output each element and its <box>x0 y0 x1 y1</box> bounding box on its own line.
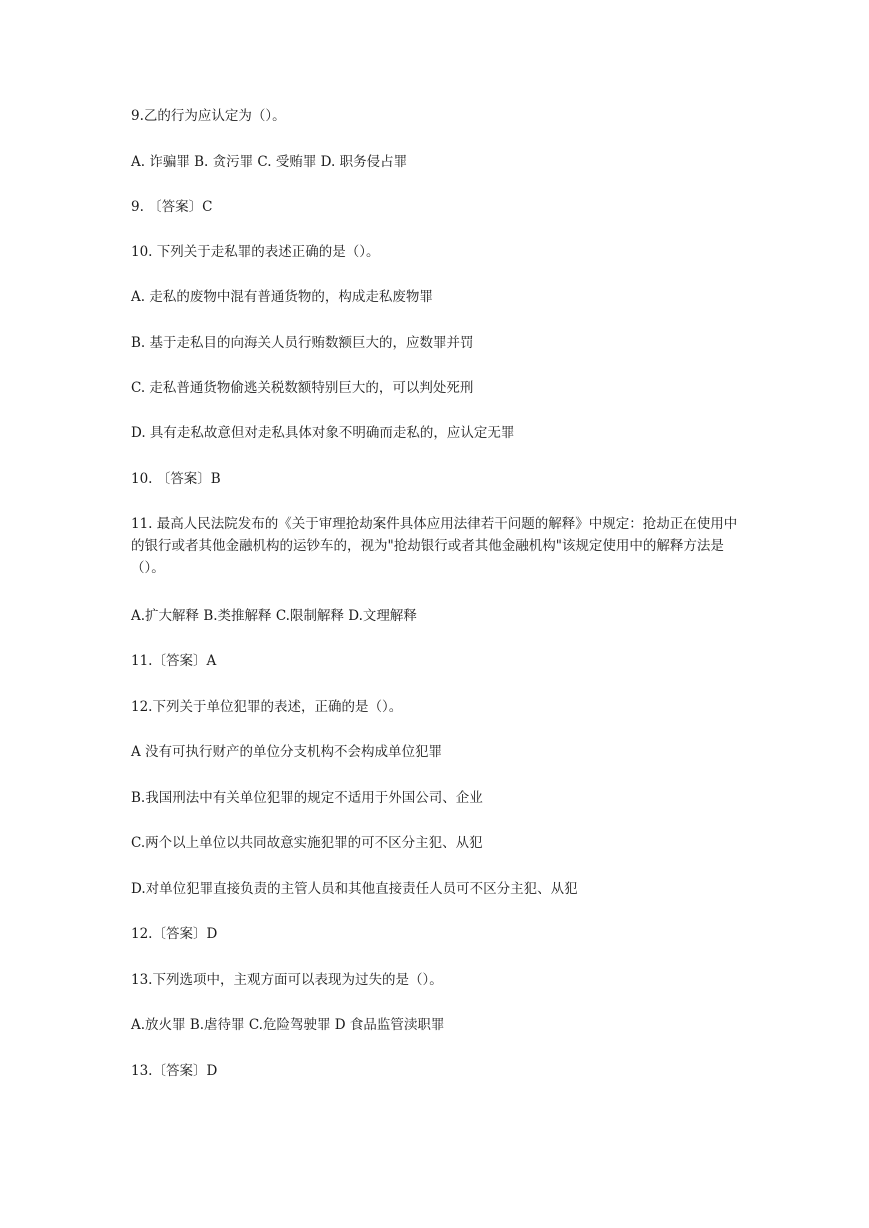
answer-11: 11.〔答案〕A <box>131 653 217 669</box>
question-10-option-a: A. 走私的废物中混有普通货物的，构成走私废物罪 <box>131 289 433 305</box>
answer-12: 12.〔答案〕D <box>131 926 218 942</box>
question-12-option-c: C.两个以上单位以共同故意实施犯罪的可不区分主犯、从犯 <box>131 835 483 851</box>
question-10-option-c: C. 走私普通货物偷逃关税数额特别巨大的，可以判处死刑 <box>131 380 474 396</box>
question-10-option-b: B. 基于走私目的向海关人员行贿数额巨大的，应数罪并罚 <box>131 335 474 351</box>
question-11: 11. 最高人民法院发布的《关于审理抢劫案件具体应用法律若干问题的解释》中规定：抢劫正在使用中的银行或者其他金融机构的运钞车的，视为"抢劫银行或者其他金融机构"该规定使用中的解释方法是（）。 <box>131 516 738 576</box>
question-10-option-d: D. 具有走私故意但对走私具体对象不明确而走私的，应认定无罪 <box>131 425 515 441</box>
question-11-options: A.扩大解释 B.类推解释 C.限制解释 D.文理解释 <box>131 608 417 624</box>
question-9: 9.乙的行为应认定为（）。 <box>131 108 286 124</box>
question-13-options: A.放火罪 B.虐待罪 C.危险驾驶罪 D 食品监管渎职罪 <box>131 1017 445 1033</box>
answer-10: 10. 〔答案〕B <box>131 471 221 487</box>
question-12-option-b: B.我国刑法中有关单位犯罪的规定不适用于外国公司、企业 <box>131 790 483 806</box>
answer-9: 9. 〔答案〕C <box>131 199 213 215</box>
question-10: 10. 下列关于走私罪的表述正确的是（）。 <box>131 244 380 260</box>
answer-13: 13.〔答案〕D <box>131 1063 218 1079</box>
question-12-option-a: A 没有可执行财产的单位分支机构不会构成单位犯罪 <box>131 744 443 760</box>
question-13: 13.下列选项中，主观方面可以表现为过失的是（）。 <box>131 972 443 988</box>
question-9-options: A. 诈骗罪 B. 贪污罪 C. 受贿罪 D. 职务侵占罪 <box>131 154 408 170</box>
question-12-option-d: D.对单位犯罪直接负责的主管人员和其他直接责任人员可不区分主犯、从犯 <box>131 881 578 897</box>
question-12: 12.下列关于单位犯罪的表述，正确的是（）。 <box>131 699 403 715</box>
